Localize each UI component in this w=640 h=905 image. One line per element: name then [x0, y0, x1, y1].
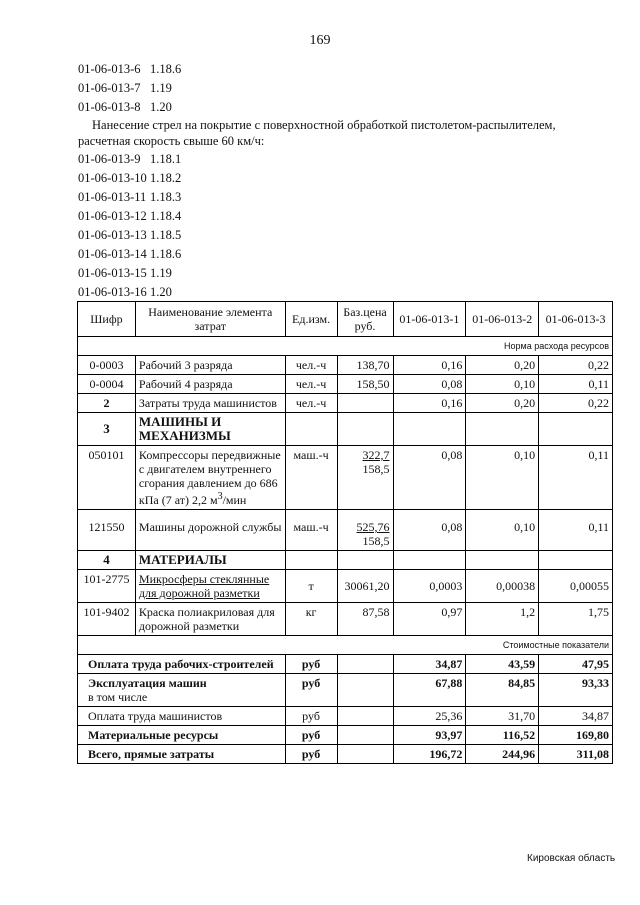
list-item: 01-06-013-12 1.18.4 [78, 209, 182, 223]
section-row-materials: 4 МАТЕРИАЛЫ [78, 551, 613, 570]
totals-row: Всего, прямые затраты руб 196,72 244,96 311,08 [78, 745, 613, 764]
list-item: 01-06-013-14 1.18.6 [78, 247, 182, 261]
header-col2: 01-06-013-2 [466, 302, 539, 337]
header-price: Баз.цена руб. [337, 302, 393, 337]
norm-label: Норма расхода ресурсов [78, 337, 613, 356]
list-item: 01-06-013-16 1.20 [78, 285, 172, 299]
header-unit: Ед.изм. [285, 302, 337, 337]
codes-bottom-list [78, 150, 181, 302]
footer-region: Кировская область [527, 853, 616, 864]
cost-label-row [78, 636, 613, 655]
section-row-machines: 3 МАШИНЫ И МЕХАНИЗМЫ [78, 413, 613, 446]
table-row: 121550 Машины дорожной службы маш.-ч 525,76 158,5 0,08 0,10 0,11 [78, 510, 613, 551]
list-item: 01-06-013-13 1.18.5 [78, 228, 182, 242]
norm-label-row [78, 337, 613, 356]
header-col1: 01-06-013-1 [393, 302, 466, 337]
header-name: Наименование элемента затрат [135, 302, 285, 337]
header-col3: 01-06-013-3 [539, 302, 613, 337]
table-row: 0-0004 Рабочий 4 разряда чел.-ч 158,50 0,08 0,10 0,11 [78, 375, 613, 394]
list-item: 01-06-013-8 1.20 [78, 100, 172, 114]
table-row: 0-0003 Рабочий 3 разряда чел.-ч 138,70 0,16 0,20 0,22 [78, 356, 613, 375]
table-header [78, 302, 613, 337]
header-code: Шифр [78, 302, 136, 337]
list-item: 01-06-013-15 1.19 [78, 266, 172, 280]
table-row: 101-9402 Краска полиакриловая для дорожной разметки кг 87,58 0,97 1,2 1,75 [78, 603, 613, 636]
list-item: 01-06-013-9 1.18.1 [78, 152, 182, 166]
table-row: 2 Затраты труда машинистов чел.-ч 0,16 0,20 0,22 [78, 394, 613, 413]
section-description: Нанесение стрел на покрытие с поверхностной обработкой пистолетом-распылителем, расчетная скорость свыше 60 км/ч: [78, 118, 556, 148]
list-item: 01-06-013-10 1.18.2 [78, 171, 182, 185]
list-item: 01-06-013-6 1.18.6 [78, 62, 182, 76]
totals-row: Оплата труда рабочих-строителей руб 34,87 43,59 47,95 [78, 655, 613, 674]
totals-row: Материальные ресурсы руб 93,97 116,52 169,80 [78, 726, 613, 745]
table-row: 101-2775 Микросферы стеклянные для дорожной разметки т 30061,20 0,0003 0,00038 0,00055 [78, 570, 613, 603]
table-row: 050101 Компрессоры передвижные с двигателем внутреннего сгорания давлением до 686 кПа (7 ат) 2,2 $м^3$/мин маш.-ч 322,7 158,5 0,08 0,10 0,11 [78, 446, 613, 510]
list-item: 01-06-013-7 1.19 [78, 81, 172, 95]
resource-table [77, 301, 613, 764]
cost-label: Стоимостные показатели [78, 636, 613, 655]
totals-row: Оплата труда машинистов руб 25,36 31,70 34,87 [78, 707, 613, 726]
codes-top-list [78, 60, 181, 117]
totals-row: Эксплуатация машин в том числе руб 67,88 84,85 93,33 [78, 674, 613, 707]
page-number: 169 [309, 33, 331, 48]
list-item: 01-06-013-11 1.18.3 [78, 190, 182, 204]
